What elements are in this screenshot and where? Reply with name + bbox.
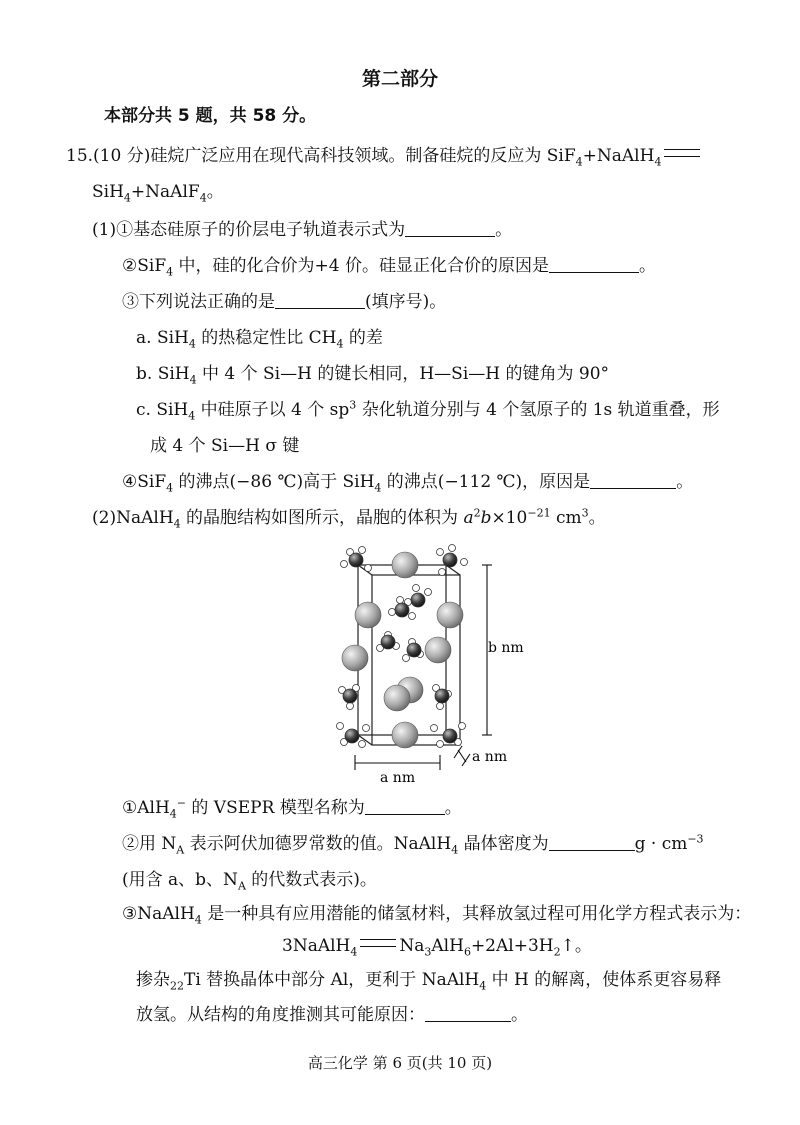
p2-q2-text4: (用含 a、b、N — [122, 870, 238, 890]
subscript: 4 — [451, 843, 459, 857]
answer-blank[interactable] — [275, 292, 365, 309]
q15-number: 15. — [66, 146, 94, 166]
eq-text: AlH — [431, 936, 464, 956]
answer-blank[interactable] — [590, 472, 676, 489]
subscript: 4 — [166, 265, 174, 279]
eq-text: Na — [399, 936, 425, 956]
option-text: 中 4 个 Si—H 的键长相同，H—Si—H 的键角为 90° — [196, 364, 610, 384]
q15-points: (10 分) — [93, 146, 151, 166]
answer-blank[interactable] — [549, 256, 639, 273]
p1-q2-text2: 中，硅的化合价为+4 价。硅显正化合价的原因是 — [173, 256, 549, 276]
density-unit: g · cm — [634, 834, 688, 854]
p2-q3 — [122, 902, 751, 926]
p1-q1 — [92, 218, 512, 242]
crystal-cell-figure — [310, 540, 530, 790]
p2-q1-text2: 的 VSEPR 模型名称为 — [186, 798, 365, 818]
na-atoms — [342, 552, 463, 748]
part-label: (1) — [92, 220, 117, 240]
superscript: 2 — [473, 506, 481, 520]
equal-sign — [360, 939, 396, 947]
p2-q2-cont — [122, 868, 377, 892]
subscript: 4 — [194, 913, 202, 927]
p2-q2-text2: 表示阿伏加德罗常数的值。NaAlH — [184, 834, 452, 854]
p2-q2 — [122, 832, 704, 856]
option-text: 的热稳定性比 CH — [195, 328, 337, 348]
page-footer: 高三化学 第 6 页(共 10 页) — [307, 1054, 493, 1072]
label-a-nm-side: a nm — [472, 749, 508, 765]
var-a: a — [463, 508, 474, 528]
answer-blank[interactable] — [549, 834, 635, 851]
superscript: − — [176, 796, 186, 810]
p1-q3 — [122, 290, 446, 314]
p2-q2-text: ②用 N — [122, 834, 177, 854]
p1-q2-text: ②SiF — [122, 256, 167, 276]
p2-q3-text: ③NaAlH — [122, 904, 195, 924]
superscript: −21 — [527, 506, 551, 520]
p1-option-b — [136, 362, 609, 386]
option-text: 杂化轨道分别与 4 个氢原子的 1s 轨道重叠，形 — [356, 400, 720, 420]
punct: 。 — [588, 508, 606, 528]
eq-text: 3NaAlH — [282, 936, 351, 956]
subscript: 6 — [463, 945, 471, 959]
q15-stem-plus: +NaAlH — [582, 146, 655, 166]
p1-q4-text: ④SiF — [122, 472, 167, 492]
p1-q4 — [122, 470, 693, 494]
q15-stem-sih4: SiH — [92, 182, 124, 202]
subscript: 4 — [654, 155, 662, 169]
punct: 。 — [206, 182, 224, 202]
q15-stem-line2 — [92, 180, 224, 204]
subscript: 4 — [188, 409, 196, 423]
punct: 。 — [495, 220, 513, 240]
p1-q1-text: ①基态硅原子的价层电子轨道表示式为 — [116, 220, 406, 240]
p2-stem-text: NaAlH — [116, 508, 174, 528]
p2-q3-text-line1 — [136, 968, 721, 992]
subscript: 4 — [169, 807, 177, 821]
subscript: 4 — [479, 979, 487, 993]
p2-stem-text: cm — [550, 508, 582, 528]
answer-blank[interactable] — [365, 798, 445, 815]
p1-option-a — [136, 326, 383, 350]
p2-equation — [282, 934, 592, 958]
superscript: 3 — [581, 506, 589, 520]
p2-q1 — [122, 796, 462, 820]
section-intro: 本部分共 5 题，共 58 分。 — [104, 106, 317, 126]
subscript: 4 — [575, 155, 583, 169]
option-text: b. SiH — [136, 364, 190, 384]
p2-q2-text5: 的代数式表示)。 — [245, 870, 377, 890]
punct: 。 — [676, 472, 694, 492]
q15-stem-line1 — [66, 144, 703, 168]
punct: 。 — [511, 1005, 528, 1025]
part-label: (2) — [92, 508, 117, 528]
subscript: 2 — [553, 945, 561, 959]
punct: 。 — [639, 256, 656, 276]
q15-stem-naalf4: +NaAlF — [130, 182, 200, 202]
option-text: c. SiH — [136, 400, 189, 420]
p2-stem — [92, 506, 606, 530]
subscript: 4 — [123, 191, 131, 205]
p1-q3-text: ③下列说法正确的是 — [122, 292, 275, 312]
subscript: 4 — [350, 945, 358, 959]
eq-text: +2Al+3H — [470, 936, 554, 956]
answer-blank[interactable] — [405, 220, 495, 237]
p2-stem-text: ×10 — [491, 508, 528, 528]
option-text: 的差 — [343, 328, 383, 348]
p2-q3-text-line2 — [136, 1003, 528, 1027]
label-a-nm-bottom: a nm — [380, 770, 416, 786]
q15-stem-text: 硅烷广泛应用在现代高科技领域。制备硅烷的反应为 SiF — [150, 146, 576, 166]
subscript: 3 — [424, 945, 432, 959]
p2-q2-text3: 晶体密度为 — [458, 834, 549, 854]
subscript: A — [237, 879, 246, 893]
eq-text: ↑。 — [560, 936, 592, 956]
p2-stem-text: 的晶胞结构如图所示，晶胞的体积为 — [180, 508, 464, 528]
option-text: a. SiH — [136, 328, 189, 348]
p2-q3-body: Ti 替换晶体中部分 Al，更利于 NaAlH — [184, 970, 480, 990]
subscript: 4 — [374, 481, 382, 495]
option-text: 中硅原子以 4 个 sp — [195, 400, 350, 420]
subscript: 4 — [336, 337, 344, 351]
punct: 。 — [444, 798, 462, 818]
subscript: 4 — [199, 191, 207, 205]
p2-q3-text2: 是一种具有应用潜能的储氢材料，其释放氢过程可用化学方程式表示为： — [201, 904, 752, 924]
subscript: 4 — [189, 373, 197, 387]
p2-q3-body: 中 H 的解离，使体系更容易释 — [486, 970, 722, 990]
p1-q3-text2: (填序号)。 — [365, 292, 447, 312]
var-b: b — [480, 508, 492, 528]
subscript: 4 — [188, 337, 196, 351]
superscript: 3 — [349, 398, 357, 412]
p1-option-c-cont — [150, 434, 299, 458]
p1-q4-text2: 的沸点(−86 ℃)高于 SiH — [173, 472, 375, 492]
subscript: A — [176, 843, 185, 857]
p1-q2 — [122, 254, 656, 278]
p2-q3-body: 放氢。从结构的角度推测其可能原因： — [136, 1005, 425, 1025]
superscript: −3 — [687, 832, 704, 846]
section-title: 第二部分 — [361, 68, 438, 90]
p1-option-c — [136, 398, 720, 422]
subscript: 4 — [166, 481, 174, 495]
option-text: 成 4 个 Si—H σ 键 — [150, 436, 300, 456]
p1-q4-text3: 的沸点(−112 ℃)，原因是 — [381, 472, 591, 492]
p2-q3-body: 掺杂 — [136, 970, 170, 990]
answer-blank[interactable] — [425, 1005, 511, 1022]
p2-q1-text: ①AlH — [122, 798, 170, 818]
subscript: 4 — [173, 517, 181, 531]
label-b-nm: b nm — [488, 640, 524, 656]
equal-sign — [664, 149, 700, 157]
subscript: 22 — [170, 979, 184, 993]
